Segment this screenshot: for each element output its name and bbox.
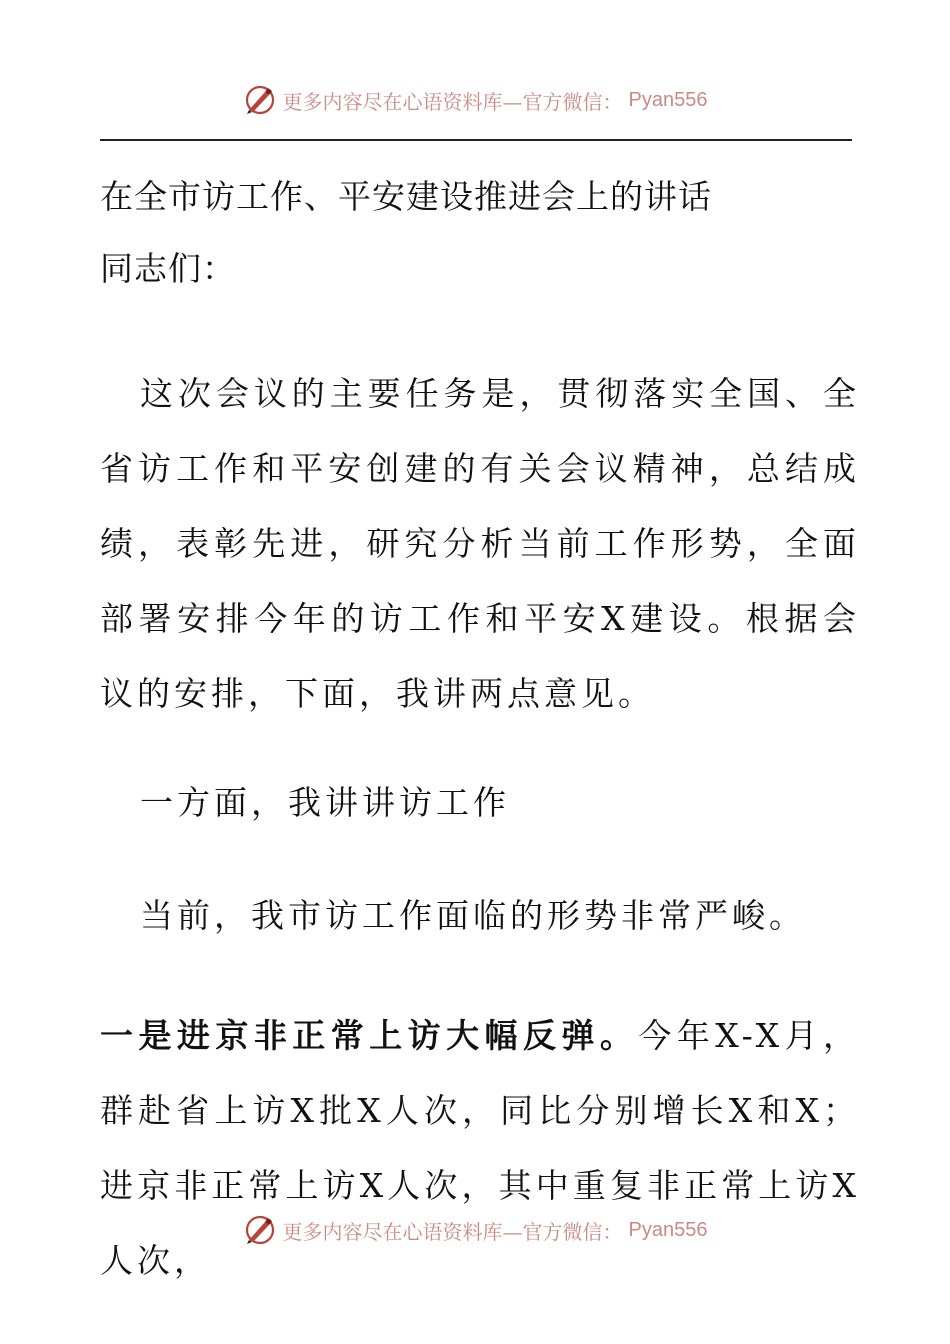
paragraph-intro: 这次会议的主要任务是，贯彻落实全国、全省访工作和平安创建的有关会议精神，总结成绩，表彰先进，研究分析当前工作形势，全面部署安排今年的访工作和平安X建设。根据会议的安排，下面，我讲两点意见。 (100, 374, 860, 713)
paragraphs (100, 356, 860, 1298)
pen-circle-logo-icon (243, 1213, 277, 1247)
paragraph-point-one (100, 998, 860, 1298)
header-banner (0, 80, 950, 120)
banner-wechat-id: Pyan556 (628, 88, 708, 111)
point-one-heading: 一是进京非正常上访大幅反弹。 (100, 1016, 639, 1055)
footer-banner-text: 更多内容尽在心语资料库—官方微信： (282, 1219, 623, 1244)
paragraph-situation: 当前，我市访工作面临的形势非常严峻。 (140, 896, 806, 935)
salutation: 同志们： (100, 249, 236, 288)
document-title: 在全市访工作、平安建设推进会上的讲话 (100, 177, 712, 216)
footer-wechat-id: Pyan556 (628, 1218, 708, 1241)
header-divider (100, 139, 852, 141)
paragraph-section-heading: 一方面，我讲讲访工作 (140, 783, 510, 822)
footer-banner (0, 1210, 950, 1250)
banner-text: 更多内容尽在心语资料库—官方微信： (282, 89, 623, 114)
pen-circle-logo-icon (243, 83, 277, 117)
document-body (100, 168, 860, 1298)
point-one-text: 今年X-X月，群赴省上访X批X人次，同比分别增长X和X；进京非正常上访X人次，其中重复非正常上访X人次， (100, 1016, 860, 1280)
